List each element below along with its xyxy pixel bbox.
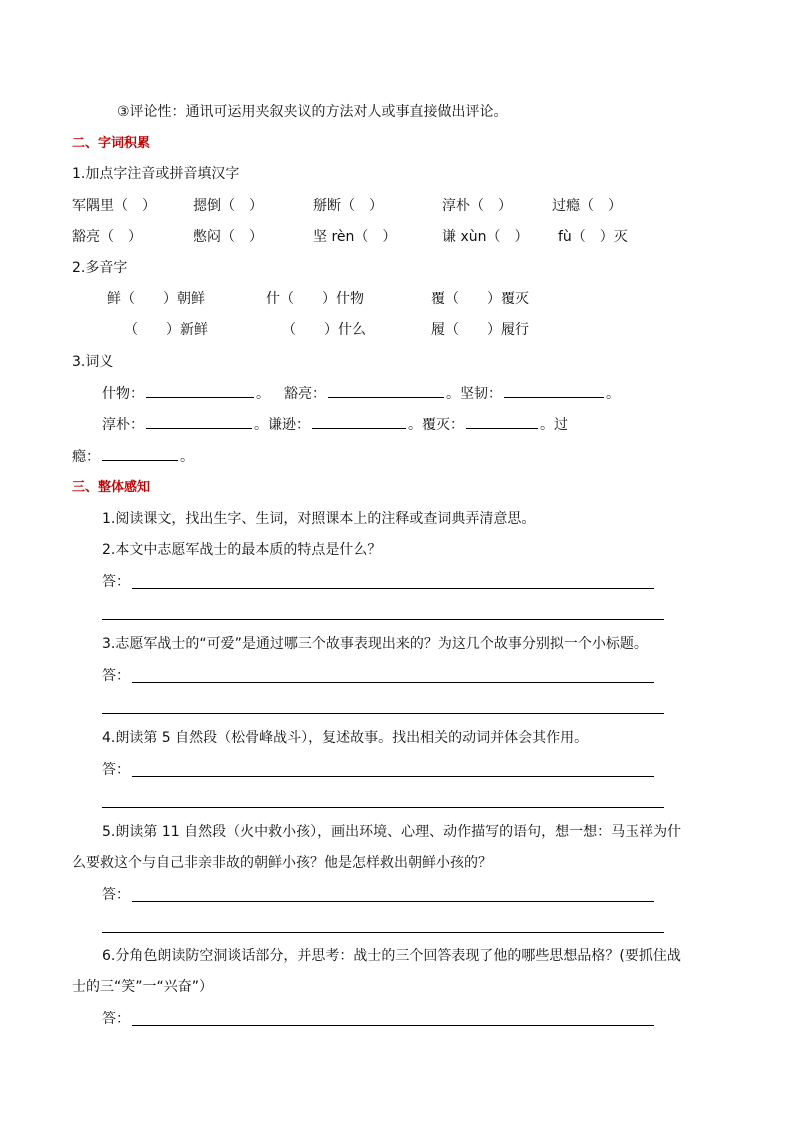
vocab-word: 覆灭： — [422, 417, 464, 433]
vocab-blank[interactable] — [146, 414, 252, 429]
q3-title: 3.词义 — [72, 354, 114, 370]
answer-line[interactable] — [132, 588, 654, 589]
polyphone-item: 覆（ ）覆灭 — [431, 291, 529, 307]
pinyin-item: 淳朴（ ） — [442, 198, 512, 214]
pinyin-item: 军隅里（ ） — [72, 198, 156, 214]
q2-title: 2.多音字 — [72, 260, 128, 276]
question-5-line-1: 5.朗读第 11 自然段（火中救小孩），画出环境、心理、动作描写的语句，想一想：马玉祥为什 — [102, 824, 682, 840]
pinyin-item: 过瘾（ ） — [552, 198, 622, 214]
polyphone-item: （ ）什么 — [282, 322, 366, 338]
pinyin-item: 摁倒（ ） — [193, 198, 263, 214]
vocab-word: 过 — [554, 417, 568, 433]
question-3: 3.志愿军战士的“可爱”是通过哪三个故事表现出来的？为这几个故事分别拟一个小标题。 — [102, 636, 648, 652]
answer-line[interactable] — [132, 901, 654, 902]
polyphone-item: 什（ ）什物 — [266, 291, 364, 307]
vocab-blank[interactable] — [146, 383, 254, 398]
intro-text: ③评论性：通讯可运用夹叙夹议的方法对人或事直接做出评论。 — [117, 104, 508, 120]
answer-line[interactable] — [132, 682, 654, 683]
pinyin-item: 憋闷（ ） — [193, 229, 263, 245]
pinyin-item: 豁亮（ ） — [72, 229, 142, 245]
question-4: 4.朗读第 5 自然段（松骨峰战斗），复述故事。找出相关的动词并体会其作用。 — [102, 730, 589, 746]
pinyin-item: fù（ ）灭 — [558, 229, 628, 245]
question-6-line-2: 士的三“笑”一“兴奋”） — [72, 979, 214, 995]
pinyin-item: 坚 rèn（ ） — [313, 229, 397, 245]
vocab-word: 豁亮： — [284, 386, 326, 402]
q1-title: 1.加点字注音或拼音填汉字 — [72, 166, 240, 182]
answer-line[interactable] — [102, 807, 664, 808]
vocab-line-2: 淳朴： 。谦逊： 。覆灭： 。过 — [102, 414, 568, 435]
vocab-blank[interactable] — [328, 383, 444, 398]
answer-label: 答： — [102, 762, 130, 778]
vocab-line-1: 什物： 。 豁亮： 。坚韧： 。 — [102, 383, 620, 404]
question-5-line-2: 么要救这个与自己非亲非故的朝鲜小孩？他是怎样救出朝鲜小孩的？ — [72, 855, 492, 871]
vocab-word: 瘾： — [72, 449, 100, 465]
vocab-word: 坚韧： — [460, 386, 502, 402]
vocab-word: 谦逊： — [268, 417, 310, 433]
question-1: 1.阅读课文，找出生字、生词，对照课本上的注释或查词典弄清意思。 — [102, 511, 536, 527]
answer-line[interactable] — [102, 619, 664, 620]
answer-line[interactable] — [102, 713, 664, 714]
question-2: 2.本文中志愿军战士的最本质的特点是什么？ — [102, 542, 382, 558]
answer-label: 答： — [102, 1011, 130, 1027]
vocab-blank[interactable] — [312, 414, 406, 429]
vocab-blank[interactable] — [466, 414, 538, 429]
polyphone-item: 鲜（ ）朝鲜 — [107, 291, 205, 307]
answer-label: 答： — [102, 668, 130, 684]
polyphone-item: （ ）新鲜 — [124, 322, 208, 338]
vocab-line-3: 瘾： 。 — [72, 446, 194, 467]
vocab-word: 什物： — [102, 386, 144, 402]
polyphone-item: 履（ ）履行 — [431, 322, 529, 338]
answer-line[interactable] — [132, 1025, 654, 1026]
answer-line[interactable] — [102, 932, 664, 933]
answer-line[interactable] — [132, 776, 654, 777]
vocab-blank[interactable] — [102, 446, 178, 461]
section-2-heading: 二、字词积累 — [72, 136, 151, 151]
section-3-heading: 三、整体感知 — [72, 480, 151, 495]
answer-label: 答： — [102, 574, 130, 590]
pinyin-item: 掰断（ ） — [313, 198, 383, 214]
vocab-word: 淳朴： — [102, 417, 144, 433]
question-6-line-1: 6.分角色朗读防空洞谈话部分，并思考：战士的三个回答表现了他的哪些思想品格？(要抓住战 — [102, 948, 681, 964]
answer-label: 答： — [102, 887, 130, 903]
pinyin-item: 谦 xùn（ ） — [442, 229, 529, 245]
vocab-blank[interactable] — [504, 383, 604, 398]
